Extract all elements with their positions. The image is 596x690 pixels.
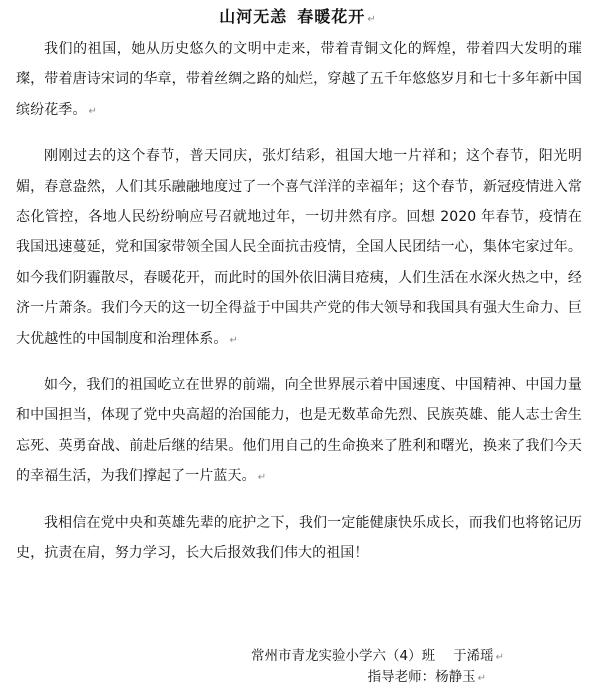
paragraph-2-text: 刚刚过去的这个春节，普天同庆，张灯结彩，祖国大地一片祥和；这个春节，阳光明媚，春意盎然，人们其乐融融地度过了一个喜气洋洋的幸福年；这个春节，新冠疫情进入常态化管控，各地人民纷纷响应号召就地过年，一切井然有序。回想 2020 年春节，疫情在我国迅速蔓延，党和国家带领全国人民全面抗击疫情，全国人民团结一心，集体宅家过年。如今我们阴霾散尽，春暖花开，而此时的国外依旧满目疮痍，人们生活在水深火热之中，经济一片萧条。我们今天的这一切全得益于中国共产党的伟大领导和我国具有强大生命力、巨大优越性的中国制度和治理体系。: [16, 148, 582, 347]
paragraph-mark-icon: ↵: [229, 334, 238, 346]
paragraph-mark-icon: ↵: [495, 652, 504, 663]
school-class: 常州市青龙实验小学六（4）班: [251, 648, 436, 664]
paragraph-mark-icon: ↵: [367, 14, 377, 25]
document-body: [16, 34, 582, 569]
teacher-name: 杨静玉: [435, 669, 476, 685]
paragraph-2: [16, 141, 582, 356]
paragraph-mark-icon: ↵: [477, 673, 486, 684]
paragraph-4-text: 我相信在党中央和英雄先辈的庇护之下，我们一定能健康快乐成长，而我们也将铭记历史，抗责在肩，努力学习，长大后报效我们伟大的祖国！: [16, 514, 582, 562]
paragraph-3-text: 如今，我们的祖国屹立在世界的前端，向全世界展示着中国速度、中国精神、中国力量和中国担当，体现了党中央高超的治国能力，也是无数革命先烈、民族英雄、能人志士舍生忘死、英勇奋战、前赴后继的结果。他们用自己的生命换来了胜利和曙光，换来了我们今天的幸福生活，为我们撑起了一片蓝天。: [16, 377, 582, 485]
student-name: 于浠瑶: [453, 648, 494, 664]
signature-teacher-line: [368, 666, 486, 690]
paragraph-3: [16, 370, 582, 494]
document-title: [0, 6, 596, 31]
paragraph-1: [16, 34, 582, 127]
paragraph-mark-icon: ↵: [257, 472, 267, 484]
paragraph-1-text: 我们的祖国，她从历史悠久的文明中走来，带着青铜文化的辉煌，带着四大发明的璀璨，带着唐诗宋词的华章，带着丝绸之路的灿烂，穿越了五千年悠悠岁月和七十多年新中国缤纷花季。: [16, 41, 582, 118]
paragraph-4: [16, 508, 582, 569]
paragraph-mark-icon: ↵: [88, 105, 97, 117]
title-part-2: 春暖花开: [297, 7, 366, 26]
teacher-label: 指导老师：: [367, 669, 436, 685]
title-part-1: 山河无恙: [219, 7, 288, 26]
